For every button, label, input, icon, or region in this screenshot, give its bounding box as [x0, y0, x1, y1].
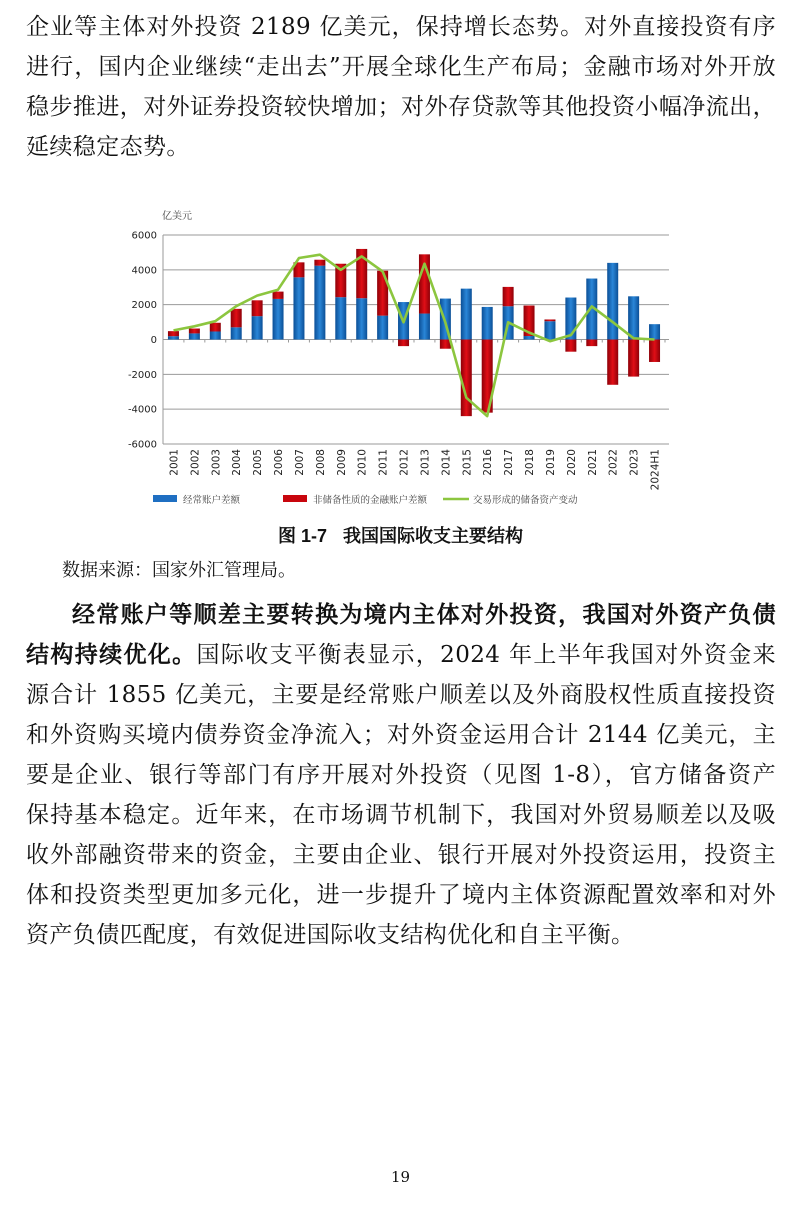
line-reserve-assets: [174, 255, 655, 416]
bop-structure-chart: [110, 205, 675, 515]
legend-label: 经常账户差额: [183, 495, 241, 506]
bar-financial-account: [314, 260, 325, 266]
bar-current-account: [168, 336, 179, 339]
text-line: 要是企业、银行等部门有序开展对外投资（见图 1-8），官方储备资产: [26, 762, 776, 788]
text-line: 稳步推进，对外证券投资较快增加；对外存贷款等其他投资小幅净流出，: [26, 94, 776, 120]
x-tick-label: 2002: [189, 449, 202, 476]
bar-financial-account: [461, 340, 472, 417]
y-tick-label: -6000: [127, 439, 157, 451]
x-tick-label: 2010: [356, 449, 369, 476]
bar-financial-account: [189, 329, 200, 334]
bar-financial-account: [544, 319, 555, 321]
bar-current-account: [482, 307, 493, 340]
bar-financial-account: [168, 331, 179, 336]
bar-current-account: [356, 298, 367, 339]
x-tick-label: 2009: [335, 449, 348, 476]
paragraph-intro: [26, 7, 776, 167]
x-tick-label: 2012: [398, 449, 411, 476]
x-tick-label: 2004: [231, 449, 244, 476]
x-tick-label: 2024H1: [649, 449, 662, 491]
text-line: 体和投资类型更加多元化，进一步提升了境内主体资源配置效率和对外: [26, 882, 776, 908]
bar-financial-account: [273, 292, 284, 299]
legend-label: 非储备性质的金融账户差额: [313, 495, 428, 506]
y-tick-label: 0: [150, 335, 157, 346]
x-tick-label: 2023: [628, 449, 641, 476]
bar-current-account: [419, 314, 430, 340]
bar-current-account: [252, 316, 263, 339]
bar-current-account: [628, 296, 639, 339]
text-line: 保持基本稳定。近年来，在市场调节机制下，我国对外贸易顺差以及吸: [26, 802, 776, 828]
x-tick-label: 2020: [565, 449, 578, 476]
legend-current-account: [153, 494, 241, 506]
text-line: 延续稳定态势。: [26, 134, 190, 160]
x-tick-label: 2003: [210, 449, 223, 476]
bar-current-account: [273, 299, 284, 340]
bar-financial-account: [586, 340, 597, 347]
x-tick-label: 2006: [273, 449, 286, 476]
text-line: 收外部融资带来的资金，主要由企业、银行开展对外投资运用，投资主: [26, 842, 776, 868]
legend-financial-account: [283, 494, 428, 506]
figure-caption: [0, 522, 801, 548]
bar-financial-account: [398, 340, 409, 347]
bar-current-account: [335, 297, 346, 339]
x-tick-label: 2008: [314, 449, 327, 476]
y-axis-unit-label: 亿美元: [162, 211, 192, 222]
bar-current-account: [607, 263, 618, 340]
bar-financial-account: [565, 340, 576, 352]
bar-financial-account: [649, 340, 660, 362]
text-line: [26, 635, 776, 675]
text-line: 和外资购买境内债券资金净流入；对外资金运用合计 2144 亿美元，主: [26, 722, 776, 748]
bar-financial-account: [231, 309, 242, 327]
bar-current-account: [314, 266, 325, 340]
bar-financial-account: [503, 287, 514, 306]
bar-current-account: [649, 324, 660, 339]
text-line: 进行，国内企业继续“走出去”开展全球化生产布局；金融市场对外开放: [26, 54, 776, 80]
x-tick-label: 2022: [607, 449, 620, 476]
bar-current-account: [231, 327, 242, 339]
x-tick-label: 2017: [503, 449, 516, 476]
paragraph-main: [26, 595, 776, 955]
x-tick-label: 2021: [586, 448, 599, 476]
legend-swatch: [153, 495, 177, 502]
data-source-note: 数据来源：国家外汇管理局。: [62, 560, 296, 581]
y-tick-label: -2000: [127, 369, 157, 381]
text-line: 源合计 1855 亿美元，主要是经常账户顺差以及外商股权性质直接投资: [26, 682, 776, 708]
bar-current-account: [189, 333, 200, 339]
x-tick-label: 2005: [252, 449, 265, 476]
x-tick-label: 2011: [377, 449, 390, 476]
bar-current-account: [293, 277, 304, 339]
y-tick-label: 4000: [131, 265, 157, 277]
bar-current-account: [544, 321, 555, 339]
legend-swatch: [283, 495, 307, 502]
y-tick-label: 2000: [131, 300, 157, 312]
legend-label: 交易形成的储备资产变动: [473, 495, 578, 506]
bar-financial-account: [607, 340, 618, 385]
x-tick-label: 2016: [482, 449, 495, 476]
x-tick-label: 2007: [293, 449, 306, 476]
figure-title: 我国国际收支主要结构: [343, 526, 524, 546]
bar-current-account: [524, 336, 535, 339]
x-tick-label: 2015: [461, 449, 474, 476]
chart-svg: [110, 205, 675, 515]
bar-current-account: [377, 316, 388, 340]
x-tick-label: 2013: [419, 449, 432, 476]
x-tick-label: 2019: [544, 449, 557, 476]
bar-financial-account: [252, 300, 263, 316]
bar-current-account: [461, 289, 472, 340]
y-tick-label: -4000: [127, 404, 157, 416]
bold-heading-end: 结构持续优化。: [26, 641, 197, 668]
legend-reserve-assets: [443, 494, 578, 506]
bar-current-account: [210, 331, 221, 339]
text-segment: 国际收支平衡表显示，2024 年上半年我国对外资金来: [196, 642, 776, 668]
bar-financial-account: [210, 323, 221, 332]
figure-number: 图 1-7: [277, 526, 328, 546]
page-number: 19: [390, 1168, 411, 1186]
bar-financial-account: [628, 340, 639, 377]
text-line: 资产负债匹配度，有效促进国际收支结构优化和自主平衡。: [26, 922, 635, 948]
y-tick-label: 6000: [131, 230, 157, 242]
text-line: 企业等主体对外投资 2189 亿美元，保持增长态势。对外直接投资有序: [26, 14, 776, 40]
x-tick-label: 2018: [524, 449, 537, 476]
x-tick-label: 2001: [168, 449, 181, 476]
x-tick-label: 2014: [440, 449, 453, 476]
bold-heading-line: 经常账户等顺差主要转换为境内主体对外投资，我国对外资产负债: [72, 601, 776, 628]
